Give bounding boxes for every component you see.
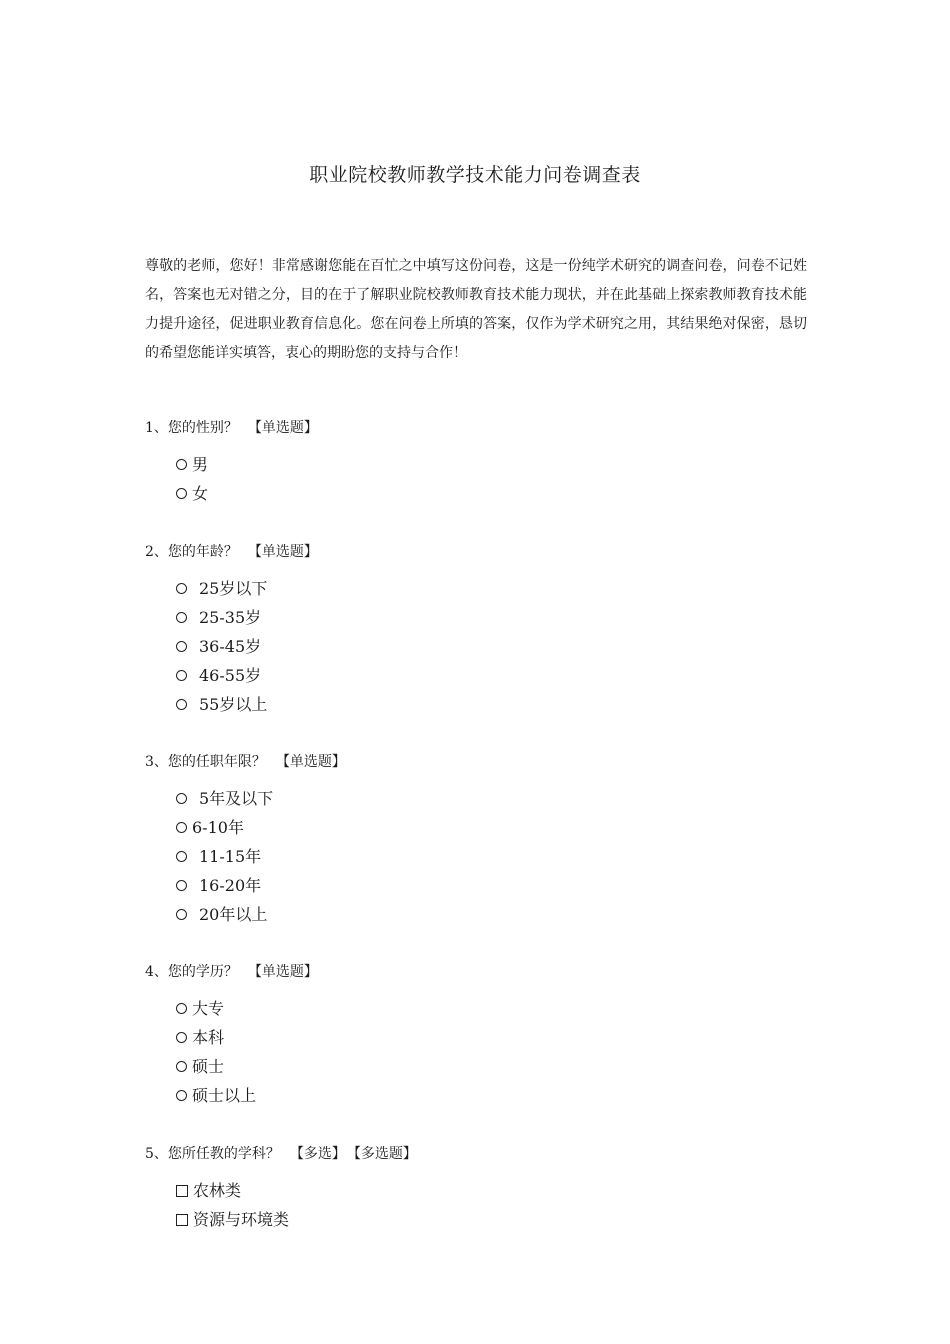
radio-circle-icon[interactable] xyxy=(176,1061,187,1072)
question-2-header xyxy=(145,542,825,562)
question-5 xyxy=(145,1144,825,1234)
question-3-header xyxy=(145,752,825,772)
radio-circle-icon[interactable] xyxy=(176,909,187,920)
option-label: 大专 xyxy=(192,999,225,1018)
option-label: 女 xyxy=(192,484,209,503)
radio-circle-icon[interactable] xyxy=(176,1032,187,1043)
option-edu-college[interactable] xyxy=(176,994,825,1023)
option-label: 硕士 xyxy=(192,1057,225,1076)
question-3-type-tag: 【单选题】 xyxy=(275,754,346,770)
option-edu-above-master[interactable] xyxy=(176,1081,825,1110)
option-label: 36-45岁 xyxy=(199,637,262,656)
question-4-options xyxy=(145,994,825,1110)
option-subject-agriculture[interactable] xyxy=(176,1176,825,1205)
question-5-header xyxy=(145,1144,825,1164)
option-tenure-11-15[interactable] xyxy=(176,842,825,871)
radio-circle-icon[interactable] xyxy=(176,670,187,681)
question-5-type-tag-2: 【多选题】 xyxy=(353,1146,417,1162)
option-label: 25岁以下 xyxy=(199,579,268,598)
option-age-under-25[interactable] xyxy=(176,574,825,603)
question-3-text: 3、您的任职年限？ xyxy=(145,754,266,770)
question-5-text: 5、您所任教的学科？ xyxy=(145,1146,280,1162)
option-edu-master[interactable] xyxy=(176,1052,825,1081)
question-3 xyxy=(145,752,825,929)
radio-circle-icon[interactable] xyxy=(176,1090,187,1101)
radio-circle-icon[interactable] xyxy=(176,880,187,891)
question-5-options xyxy=(145,1176,825,1234)
question-4-text: 4、您的学历？ xyxy=(145,964,238,980)
question-4 xyxy=(145,962,825,1110)
option-label: 农林类 xyxy=(193,1181,242,1200)
radio-circle-icon[interactable] xyxy=(176,612,187,623)
option-tenure-over-20[interactable] xyxy=(176,900,825,929)
question-1-type-tag: 【单选题】 xyxy=(247,420,318,436)
option-label: 55岁以上 xyxy=(199,695,268,714)
option-label: 5年及以下 xyxy=(199,789,274,808)
option-label: 本科 xyxy=(192,1028,225,1047)
radio-circle-icon[interactable] xyxy=(176,699,187,710)
radio-circle-icon[interactable] xyxy=(176,822,187,833)
checkbox-square-icon[interactable] xyxy=(176,1185,188,1197)
question-1-header xyxy=(145,418,825,438)
question-2 xyxy=(145,542,825,719)
question-4-type-tag: 【单选题】 xyxy=(247,964,318,980)
option-tenure-5-or-less[interactable] xyxy=(176,784,825,813)
option-tenure-16-20[interactable] xyxy=(176,871,825,900)
option-label: 6-10年 xyxy=(192,818,244,837)
radio-circle-icon[interactable] xyxy=(176,1003,187,1014)
option-label: 资源与环境类 xyxy=(193,1210,290,1229)
option-age-36-45[interactable] xyxy=(176,632,825,661)
option-subject-resources-environment[interactable] xyxy=(176,1205,825,1234)
option-age-46-55[interactable] xyxy=(176,661,825,690)
option-tenure-6-10[interactable] xyxy=(176,813,825,842)
radio-circle-icon[interactable] xyxy=(176,793,187,804)
radio-circle-icon[interactable] xyxy=(176,488,187,499)
question-1-options xyxy=(145,450,825,508)
option-label: 46-55岁 xyxy=(199,666,262,685)
option-female[interactable] xyxy=(176,479,825,508)
question-4-header xyxy=(145,962,825,982)
radio-circle-icon[interactable] xyxy=(176,583,187,594)
radio-circle-icon[interactable] xyxy=(176,641,187,652)
option-edu-bachelor[interactable] xyxy=(176,1023,825,1052)
question-2-type-tag: 【单选题】 xyxy=(247,544,318,560)
question-1 xyxy=(145,418,825,508)
question-1-text: 1、您的性别？ xyxy=(145,420,238,436)
option-label: 男 xyxy=(192,455,209,474)
question-3-options xyxy=(145,784,825,929)
option-male[interactable] xyxy=(176,450,825,479)
checkbox-square-icon[interactable] xyxy=(176,1214,188,1226)
intro-paragraph: 尊敬的老师，您好！非常感谢您能在百忙之中填写这份问卷，这是一份纯学术研究的调查问卷，问卷不记姓名，答案也无对错之分，目的在于了解职业院校教师教育技术能力现状，并在此基础上探索教师教育技术能力提升途径，促进职业教育信息化。您在问卷上所填的答案，仅作为学术研究之用，其结果绝对保密，恳切的希望您能详实填答，衷心的期盼您的支持与合作！ xyxy=(145,258,807,361)
radio-circle-icon[interactable] xyxy=(176,459,187,470)
option-age-over-55[interactable] xyxy=(176,690,825,719)
option-label: 11-15年 xyxy=(199,847,262,866)
option-age-25-35[interactable] xyxy=(176,603,825,632)
radio-circle-icon[interactable] xyxy=(176,851,187,862)
page-title: 职业院校教师教学技术能力问卷调查表 xyxy=(309,164,641,186)
option-label: 硕士以上 xyxy=(192,1086,257,1105)
option-label: 25-35岁 xyxy=(199,608,262,627)
option-label: 20年以上 xyxy=(199,905,268,924)
option-label: 16-20年 xyxy=(199,876,262,895)
question-5-type-tag: 【多选】 xyxy=(289,1146,346,1162)
question-2-options xyxy=(145,574,825,719)
question-2-text: 2、您的年龄？ xyxy=(145,544,238,560)
